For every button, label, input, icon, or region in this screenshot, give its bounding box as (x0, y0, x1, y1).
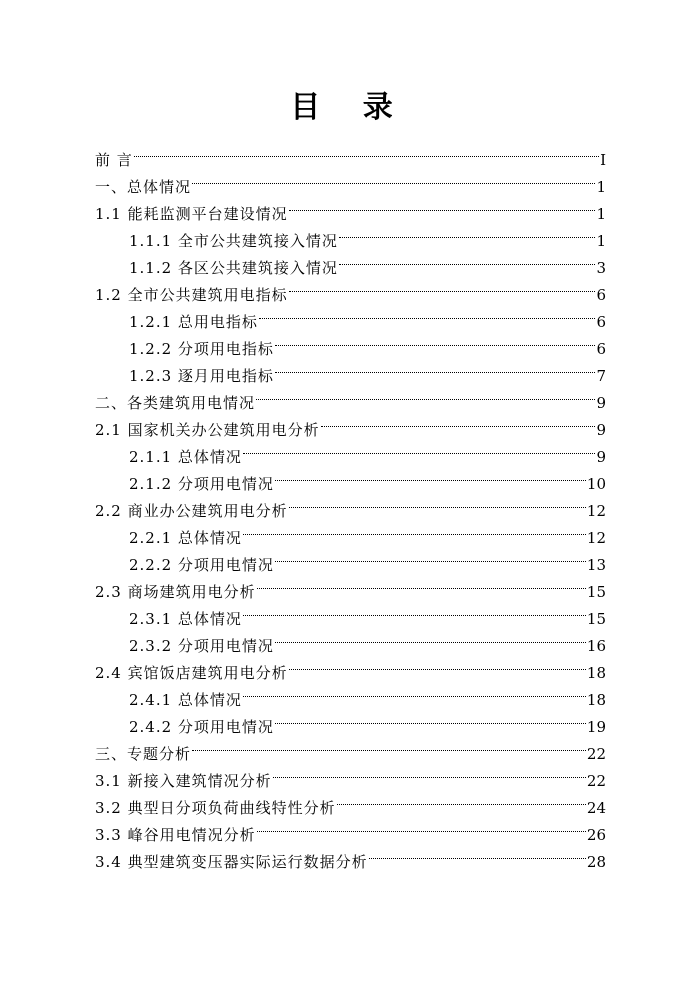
dot-leader (192, 732, 586, 759)
toc-entry-label: 1.2.3 逐月用电指标 (129, 367, 274, 385)
dot-leader (275, 543, 586, 570)
dot-leader (339, 246, 596, 273)
dot-leader (273, 759, 586, 786)
toc-entry-label: 2.2.1 总体情况 (129, 529, 242, 547)
toc-entry-label: 1.1 能耗监测平台建设情况 (95, 205, 288, 223)
toc-entry[interactable] (95, 138, 606, 169)
dot-leader (256, 381, 595, 408)
toc-entry-page-number: 24 (586, 799, 606, 817)
table-of-contents (95, 138, 606, 871)
dot-leader (275, 354, 596, 381)
toc-entry-page-number: 18 (586, 691, 606, 709)
toc-entry-page-number: 3 (596, 259, 606, 277)
toc-entry-label: 1.2.1 总用电指标 (129, 313, 258, 331)
toc-entry-page-number: 13 (586, 556, 606, 574)
toc-entry-page-number: 22 (586, 772, 606, 790)
toc-entry-label: 三、专题分析 (95, 745, 192, 763)
dot-leader (321, 408, 596, 435)
toc-entry-page-number: 28 (586, 853, 606, 871)
dot-leader (243, 435, 596, 462)
dot-leader (192, 165, 595, 192)
dot-leader (289, 273, 596, 300)
dot-leader (339, 219, 596, 246)
dot-leader (275, 327, 596, 354)
page-title: 目 录 (290, 90, 409, 125)
toc-entry-label: 2.3.1 总体情况 (129, 610, 242, 628)
toc-entry-page-number: 18 (586, 664, 606, 682)
toc-entry[interactable] (95, 165, 606, 196)
dot-leader (243, 678, 586, 705)
dot-leader (275, 462, 586, 489)
dot-leader (289, 489, 586, 516)
toc-entry-page-number: I (600, 151, 606, 169)
dot-leader (369, 840, 586, 867)
dot-leader (275, 624, 586, 651)
toc-entry-label: 二、各类建筑用电情况 (95, 394, 256, 412)
toc-entry-label: 2.4.1 总体情况 (129, 691, 242, 709)
toc-entry-label: 2.3 商场建筑用电分析 (95, 583, 256, 601)
toc-entry-label: 前 言 (95, 151, 133, 169)
toc-entry-page-number: 1 (596, 232, 606, 250)
toc-entry-page-number: 16 (586, 637, 606, 655)
toc-entry-label: 2.2 商业办公建筑用电分析 (95, 502, 288, 520)
toc-entry-page-number: 6 (596, 286, 606, 304)
toc-entry-page-number: 6 (596, 313, 606, 331)
toc-entry-label: 3.1 新接入建筑情况分析 (95, 772, 272, 790)
toc-entry-page-number: 9 (596, 421, 606, 439)
toc-entry-label: 2.4 宾馆饭店建筑用电分析 (95, 664, 288, 682)
dot-leader (275, 705, 586, 732)
toc-entry-label: 3.2 典型日分项负荷曲线特性分析 (95, 799, 336, 817)
toc-entry-page-number: 26 (586, 826, 606, 844)
toc-entry-label: 2.1.1 总体情况 (129, 448, 242, 466)
toc-entry-page-number: 15 (586, 583, 606, 601)
toc-entry-label: 2.4.2 分项用电情况 (129, 718, 274, 736)
toc-entry-page-number: 12 (586, 529, 606, 547)
toc-entry-label: 2.1 国家机关办公建筑用电分析 (95, 421, 320, 439)
toc-entry-page-number: 1 (596, 178, 606, 196)
toc-entry-label: 1.1.2 各区公共建筑接入情况 (129, 259, 338, 277)
toc-entry-label: 2.2.2 分项用电情况 (129, 556, 274, 574)
toc-entry-page-number: 9 (596, 394, 606, 412)
toc-entry-page-number: 10 (586, 475, 606, 493)
toc-entry-label: 一、总体情况 (95, 178, 192, 196)
dot-leader (289, 651, 586, 678)
toc-entry-page-number: 6 (596, 340, 606, 358)
dot-leader (259, 300, 596, 327)
dot-leader (243, 597, 586, 624)
dot-leader (243, 516, 586, 543)
toc-entry-page-number: 12 (586, 502, 606, 520)
toc-entry-page-number: 22 (586, 745, 606, 763)
toc-entry-page-number: 19 (586, 718, 606, 736)
toc-entry-label: 1.2 全市公共建筑用电指标 (95, 286, 288, 304)
toc-entry-label: 3.4 典型建筑变压器实际运行数据分析 (95, 853, 368, 871)
dot-leader (257, 570, 586, 597)
dot-leader (257, 813, 586, 840)
toc-entry-label: 2.1.2 分项用电情况 (129, 475, 274, 493)
toc-entry-label: 3.3 峰谷用电情况分析 (95, 826, 256, 844)
toc-entry-label: 2.3.2 分项用电情况 (129, 637, 274, 655)
dot-leader (337, 786, 586, 813)
dot-leader (289, 192, 596, 219)
toc-entry-page-number: 9 (596, 448, 606, 466)
toc-entry-page-number: 7 (596, 367, 606, 385)
toc-entry-page-number: 15 (586, 610, 606, 628)
dot-leader (134, 138, 599, 165)
toc-entry-label: 1.2.2 分项用电指标 (129, 340, 274, 358)
toc-entry-page-number: 1 (596, 205, 606, 223)
toc-entry-label: 1.1.1 全市公共建筑接入情况 (129, 232, 338, 250)
